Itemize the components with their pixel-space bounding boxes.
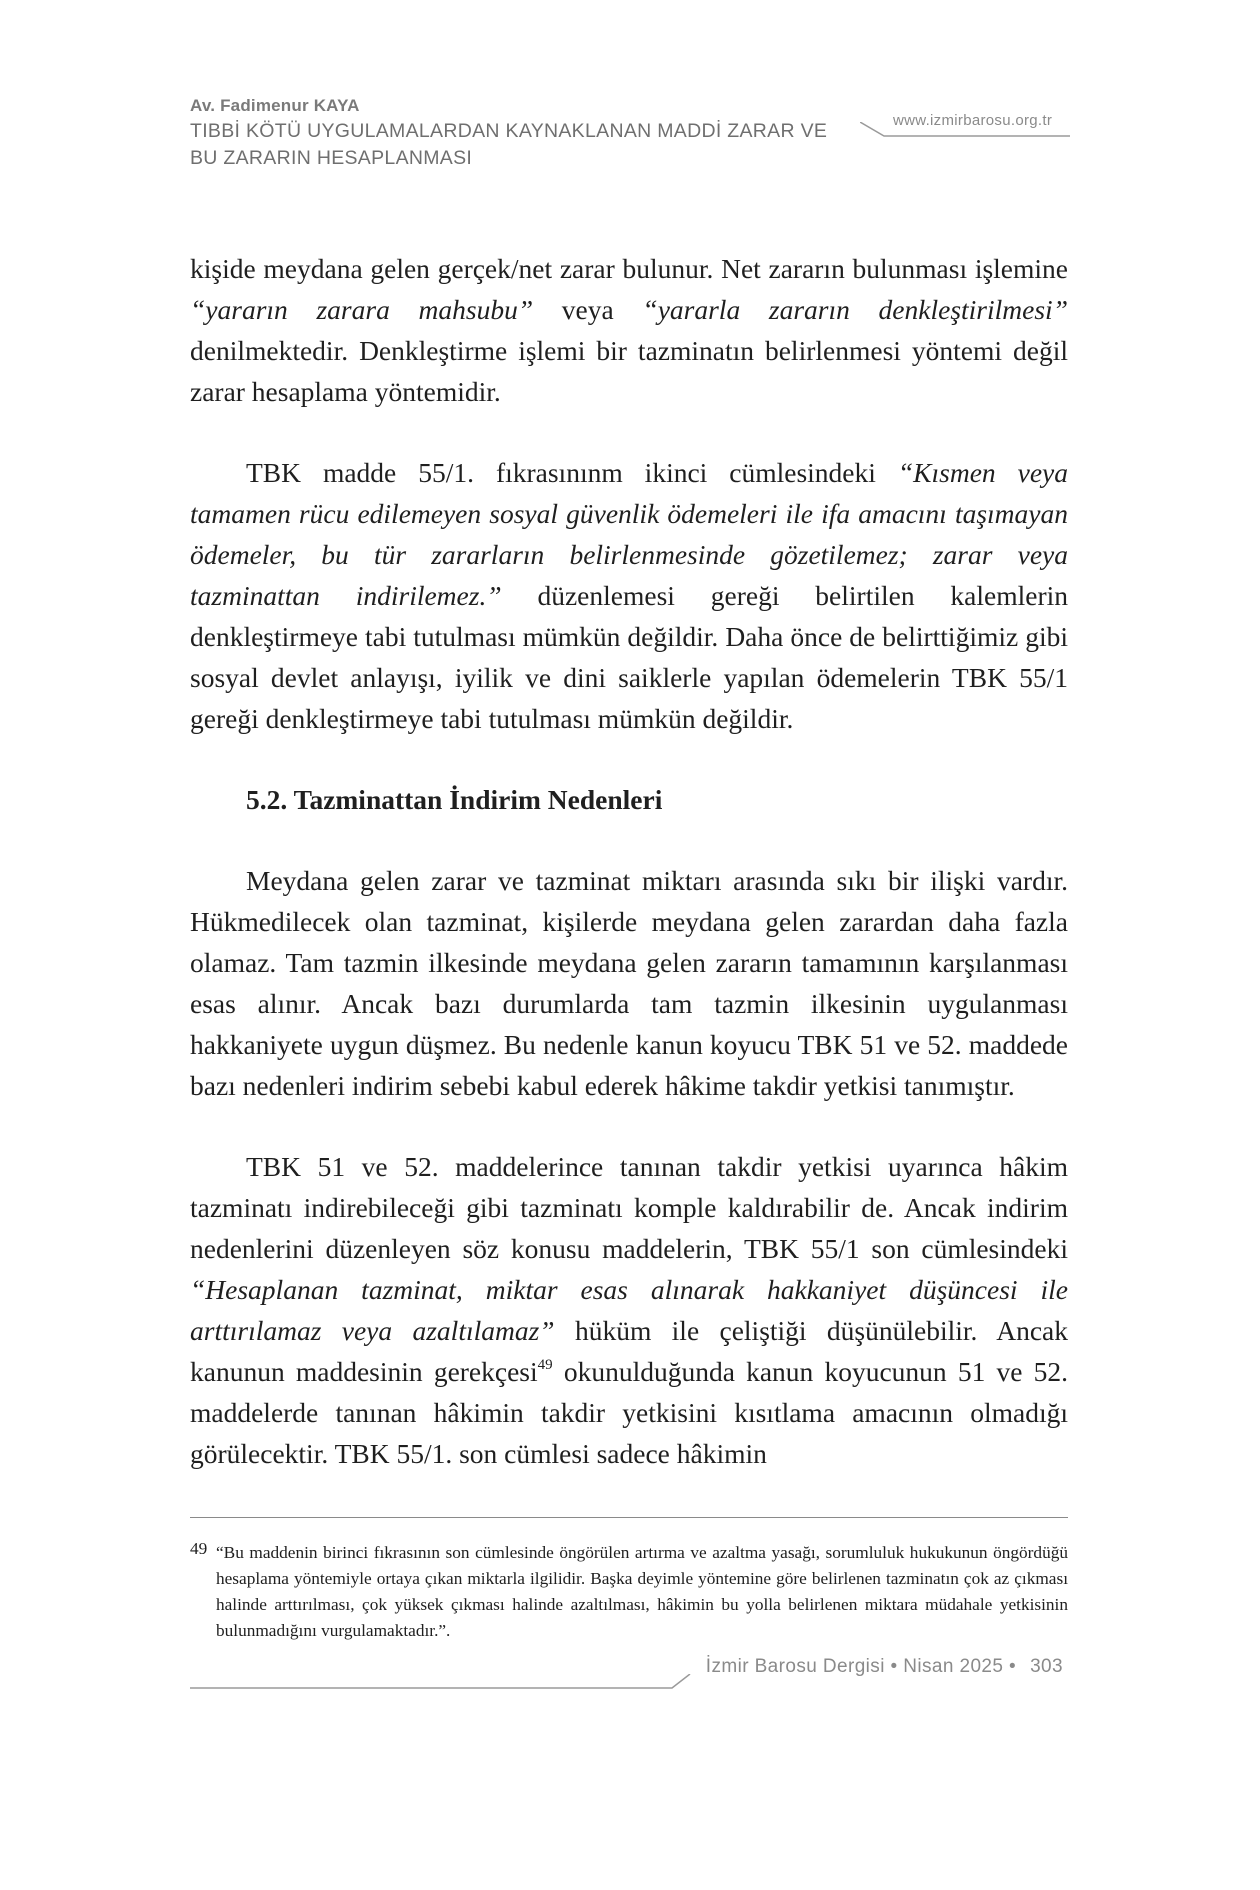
italic-quote: “Hesaplanan tazminat, miktar esas alınarak hakkaniyet düşüncesi ile arttırılamaz veya azaltılamaz” — [190, 1274, 1068, 1346]
footnote-number: 49 — [190, 1539, 208, 1558]
website-link[interactable]: www.izmirbarosu.org.tr — [893, 112, 1053, 129]
article-body — [190, 248, 1068, 1474]
page-number: 303 — [1030, 1656, 1063, 1677]
article-title-line-1: TIBBİ KÖTÜ UYGULAMALARDAN KAYNAKLANAN MADDİ ZARAR VE — [190, 120, 828, 142]
paragraph-4: TBK 51 ve 52. maddelerince tanınan takdir yetkisi uyarınca hâkim tazminatı indirebileceği gibi tazminatı komple kaldırabilir de. Ancak indirim nedenlerini düzenleyen söz konusu maddelerin, TBK 55/1 son cümlesindeki “Hesaplanan tazminat, miktar esas alınarak hakkaniyet düşüncesi ile arttırılamaz veya azaltılamaz” hüküm ile çeliştiği düşünülebilir. Ancak kanunun maddesinin gerekçesi$^{49}$ okunulduğunda kanun koyucunun 51 ve 52. maddelerde tanınan hâkimin takdir yetkisini kısıtlama amacının olmadığı görülecektir. TBK 55/1. son cümlesi sadece hâkimin — [190, 1151, 1068, 1469]
footnote-separator — [190, 1517, 1068, 1518]
italic-quote: “yararla zararın denkleştirilmesi” — [642, 294, 1068, 325]
header-rule — [860, 122, 1070, 138]
journal-name: İzmir Barosu Dergisi • Nisan 2025 • — [705, 1656, 1017, 1677]
page-footer — [706, 1656, 1063, 1678]
footnote-text: “Bu maddenin birinci fıkrasının son cümlesinde öngörülen artırma ve azaltma yasağı, sorumluluk hukukunun öngördüğü hesaplama yöntemiyle ortaya çıkan miktarla ilgilidir. Başka deyimle yöntemine göre belirlenen tazminatın çok az çıkması halinde arttırılması, çok yüksek çıkması halinde azaltılması, hâkimin bu yolla belirlenen miktara müdahale yetkisinin bulunmadığını vurgulamaktadır.”. — [216, 1543, 1068, 1640]
author-name: Av. Fadimenur KAYA — [190, 96, 360, 115]
paragraph-2: TBK madde 55/1. fıkrasınınm ikinci cümlesindeki “Kısmen veya tamamen rücu edilemeyen sosyal güvenlik ödemeleri ile ifa amacını taşımayan ödemeler, bu tür zararların belirlenmesinde gözetilemez; zarar veya tazminattan indirilemez.” düzenlemesi gereği belirtilen kalemlerin denkleştirmeye tabi tutulması mümkün değildir. Daha önce de belirttiğimiz gibi sosyal devlet anlayışı, iyilik ve dini saiklerle yapılan ödemelerin TBK 55/1 gereği denkleştirmeye tabi tutulması mümkün değildir. — [190, 457, 1069, 734]
footnote — [190, 1540, 1068, 1644]
paragraph-3: Meydana gelen zarar ve tazminat miktarı arasında sıkı bir ilişki vardır. Hükmedilecek olan tazminat, kişilerde meydana gelen zarardan daha fazla olamaz. Tam tazmin ilkesinde meydana gelen zararın tamamının karşılanması esas alınır. Ancak bazı durumlarda tam tazmin ilkesinin uygulanması hakkaniyete uygun düşmez. Bu nedenle kanun koyucu TBK 51 ve 52. maddede bazı nedenleri indirim sebebi kabul ederek hâkime takdir yetkisi tanımıştır. — [190, 865, 1068, 1101]
italic-quote: “Kısmen veya tamamen rücu edilemeyen sosyal güvenlik ödemeleri ile ifa amacını taşımayan ödemeler, bu tür zararların belirlenmesinde gözetilemez; zarar veya tazminattan indirilemez.” — [190, 457, 1068, 611]
section-heading: 5.2. Tazminattan İndirim Nedenleri — [246, 784, 663, 815]
footnote-reference[interactable]: 49 — [537, 1357, 553, 1373]
article-title-line-2: BU ZARARIN HESAPLANMASI — [190, 147, 473, 169]
paragraph-1: kişide meydana gelen gerçek/net zarar bulunur. Net zararın bulunması işlemine “yararın zarara mahsubu” veya “yararla zararın denkleştirilmesi” denilmektedir. Denkleştirme işlemi bir tazminatın belirlenmesi yöntemi değil zarar hesaplama yöntemidir. — [190, 253, 1068, 407]
italic-quote: “yararın zarara mahsubu” — [190, 294, 534, 325]
